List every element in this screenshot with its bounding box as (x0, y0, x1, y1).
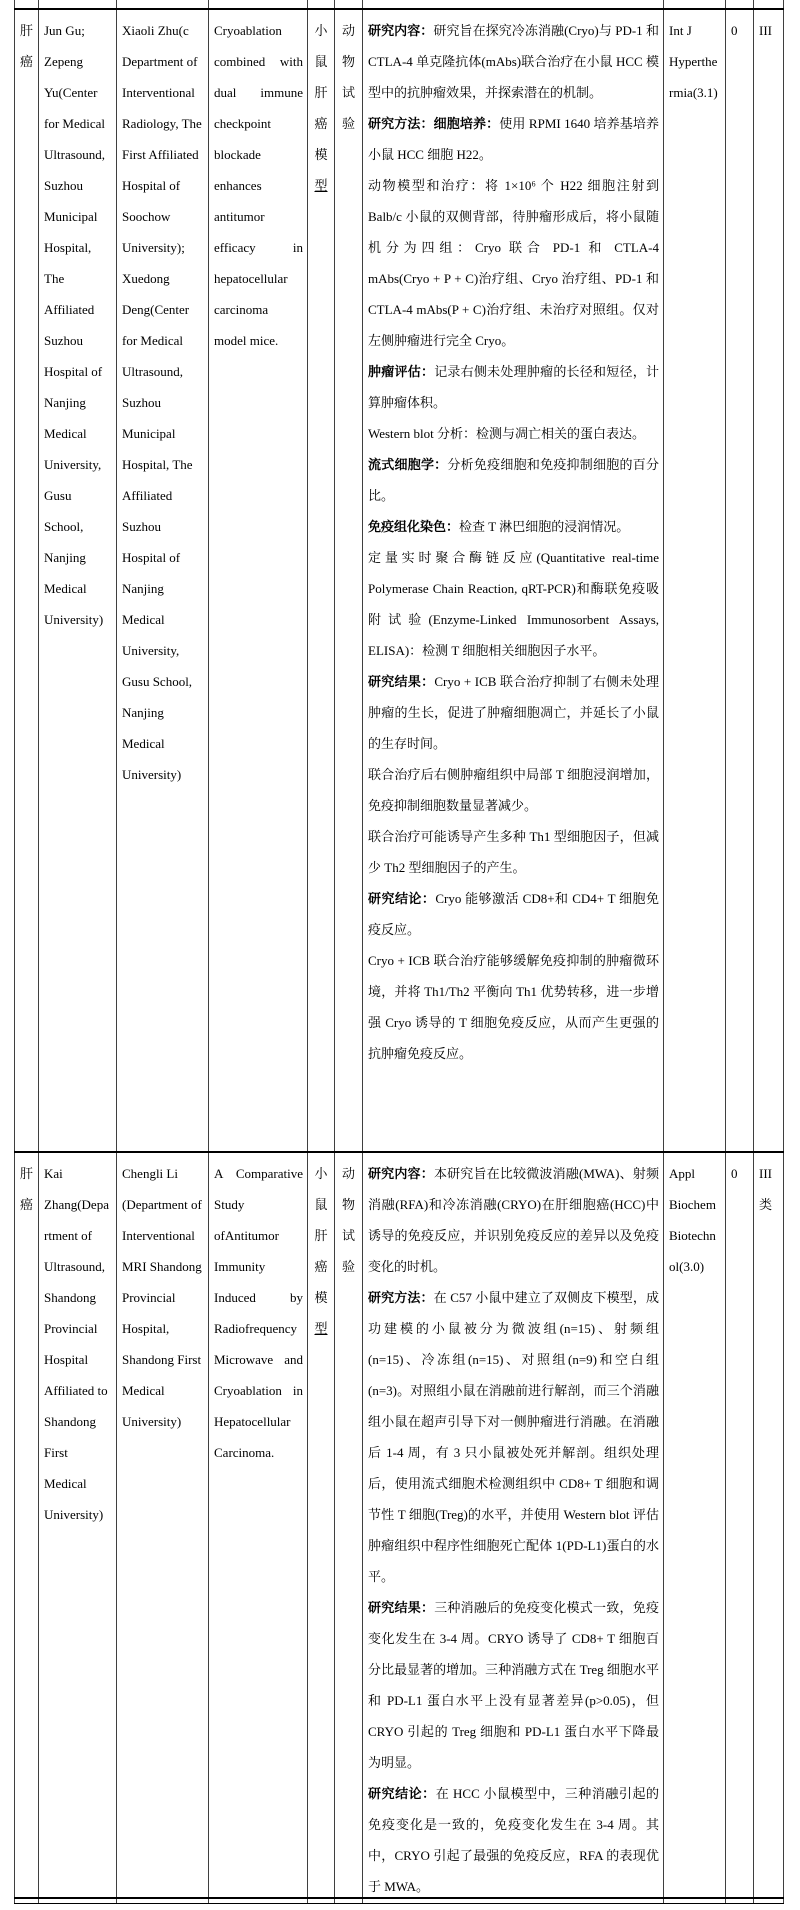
paragraph: 小鼠肝癌模型 (314, 23, 328, 193)
paper-title-cell (209, 9, 308, 1152)
study-row-2 (15, 1152, 784, 1898)
first-authors-text: Kai Zhang(Department of Ultrasound, Shandong Provincial Hospital Affiliated to Shandong First Medical University) (44, 1166, 109, 1522)
paragraph: 研究结果：三种消融后的免疫变化模式一致，免疫变化发生在 3-4 周。CRYO 诱导了 CD8+ T 细胞百分比最显著的增加。三种消融方式在 Treg 细胞水平和 PD-L1 蛋白水平上没有显著差异(p>0.05)，但 CRYO 引起的 Treg 细胞和 PD-L1 蛋白水平下降最为明显。 (368, 1600, 659, 1770)
paper-title-text: Cryoablation combined with dual immune checkpoint blockade enhances antitumor efficacy in hepatocellular carcinoma model mice. (214, 23, 303, 348)
co-authors-cell (117, 9, 209, 1152)
remnant-cell (15, 1898, 39, 1904)
remnant-cell (209, 1898, 308, 1904)
paragraph: 联合治疗可能诱导产生多种 Th1 型细胞因子，但减少 Th2 型细胞因子的产生。 (368, 829, 659, 875)
grade-text: III 类 (759, 1166, 773, 1212)
co-authors-text: Xiaoli Zhu(c Department of Interventional Radiology, The First Affiliated Hospital of Soochow University); Xuedong Deng(Center for Medical Ultrasound, Suzhou Municipal Hospital, The Affiliated Suzhou Hospital of Nanjing Medical University, Gusu School, Nanjing Medical University) (122, 23, 202, 782)
remnant-cell (209, 0, 308, 9)
grade-cell (754, 1152, 784, 1898)
paragraph: 研究结果：Cryo + ICB 联合治疗抑制了右侧未处理肿瘤的生长，促进了肿瘤细胞凋亡，并延长了小鼠的生存时间。 (368, 674, 659, 751)
remnant-cell (754, 1898, 784, 1904)
remnant-cell (335, 0, 363, 9)
first-authors-text: Jun Gu; Zepeng Yu(Center for Medical Ultrasound, Suzhou Municipal Hospital, The Affiliated Suzhou Hospital of Nanjing Medical University, Gusu School, Nanjing Medical University) (44, 23, 106, 627)
study-summary-cell (363, 1152, 664, 1898)
study-type-cell (335, 9, 363, 1152)
paragraph: 定量实时聚合酶链反应(Quantitative real-time Polymerase Chain Reaction, qRT-PCR)和酶联免疫吸附试验(Enzyme-Linked Immunosorbent Assays, ELISA)：检测 T 细胞相关细胞因子水平。 (368, 550, 659, 658)
remnant-cell (39, 1898, 117, 1904)
remnant-cell (363, 0, 664, 9)
cancer-type-text: 肝癌 (19, 1166, 33, 1212)
study-type-cell (335, 1152, 363, 1898)
score-cell (726, 9, 754, 1152)
paper-title-text: A Comparative Study ofAntitumor Immunity Induced by Radiofrequency Microwave and Cryoablation in Hepatocellular Carcinoma. (214, 1166, 303, 1460)
remnant-cell (363, 1898, 664, 1904)
animal-model-cell (308, 1152, 335, 1898)
remnant-cell (335, 1898, 363, 1904)
grade-cell (754, 9, 784, 1152)
journal-cell (664, 9, 726, 1152)
score-cell (726, 1152, 754, 1898)
remnant-cell (664, 0, 726, 9)
paragraph: 研究方法：在 C57 小鼠中建立了双侧皮下模型，成功建模的小鼠被分为微波组(n=15)、射频组(n=15)、冷冻组(n=15)、对照组(n=9)和空白组(n=3)。对照组小鼠在消融前进行解剖，而三个消融组小鼠在超声引导下对一侧肿瘤进行消融。在消融后 1-4 周，有 3 只小鼠被处死并解剖。组织处理后，使用流式细胞术检测组织中 CD8+ T 细胞和调节性 T 细胞(Treg)的水平，并使用 Western blot 评估肿瘤组织中程序性细胞死亡配体 1(PD-L1)蛋白的水平。 (368, 1290, 659, 1584)
animal-model-cell (308, 9, 335, 1152)
paragraph: 肿瘤评估：记录右侧未处理肿瘤的长径和短径，计算肿瘤体积。 (368, 364, 659, 410)
paragraph: 小鼠肝癌模型 (314, 1166, 328, 1336)
paragraph: 研究内容：研究旨在探究冷冻消融(Cryo)与 PD-1 和 CTLA-4 单克隆抗体(mAbs)联合治疗在小鼠 HCC 模型中的抗肿瘤效果，并探索潜在的机制。 (368, 23, 659, 100)
paper-title-cell (209, 1152, 308, 1898)
next-row-remnant (15, 1898, 784, 1904)
score-text: 0 (731, 1166, 738, 1181)
study-type-text: 动物试验 (341, 1166, 355, 1274)
paragraph: 免疫组化染色：检查 T 淋巴细胞的浸润情况。 (368, 519, 630, 534)
animal-model-text (308, 1153, 334, 1897)
remnant-cell (754, 0, 784, 9)
previous-row-remnant (15, 0, 784, 9)
grade-text: III (759, 23, 772, 38)
remnant-cell (117, 1898, 209, 1904)
cancer-type-cell (15, 9, 39, 1152)
journal-text: Int J Hyperthermia(3.1) (669, 23, 718, 100)
paragraph: 研究结论：在 HCC 小鼠模型中，三种消融引起的免疫变化是一致的，免疫变化发生在 3-4 周。其中，CRYO 引起了最强的免疫反应，RFA 的表现优于 MWA。 (368, 1786, 659, 1894)
paragraph: 研究方法：细胞培养：使用 RPMI 1640 培养基培养小鼠 HCC 细胞 H22。 (368, 116, 659, 162)
paragraph: 联合治疗后右侧肿瘤组织中局部 T 细胞浸润增加，免疫抑制细胞数量显著减少。 (368, 767, 659, 813)
journal-text: Appl Biochem Biotechnol(3.0) (669, 1166, 716, 1274)
remnant-cell (15, 0, 39, 9)
remnant-cell (117, 0, 209, 9)
animal-model-text (308, 10, 334, 1151)
paragraph: Cryo + ICB 联合治疗能够缓解免疫抑制的肿瘤微环境，并将 Th1/Th2 平衡向 Th1 优势转移，进一步增强 Cryo 诱导的 T 细胞免疫反应，从而产生更强的抗肿瘤免疫反应。 (368, 953, 659, 1061)
study-summary-cell (363, 9, 664, 1152)
literature-review-table (14, 0, 784, 1904)
remnant-cell (726, 0, 754, 9)
study-summary-text (363, 10, 663, 1151)
first-authors-cell (39, 9, 117, 1152)
paragraph: 动物模型和治疗：将 1×10⁶ 个 H22 细胞注射到 Balb/c 小鼠的双侧背部，待肿瘤形成后，将小鼠随机分为四组：Cryo 联合 PD-1 和 CTLA-4 mAbs(Cryo + P + C)治疗组、Cryo 治疗组、PD-1 和 CTLA-4 mAbs(P + C)治疗组、未治疗对照组。仅对左侧肿瘤进行完全 Cryo。 (368, 178, 659, 348)
remnant-cell (39, 0, 117, 9)
remnant-cell (308, 1898, 335, 1904)
score-text: 0 (731, 23, 738, 38)
paragraph: 研究结论：Cryo 能够激活 CD8+和 CD4+ T 细胞免疫反应。 (368, 891, 659, 937)
paragraph: 研究内容：本研究旨在比较微波消融(MWA)、射频消融(RFA)和冷冻消融(CRYO)在肝细胞癌(HCC)中诱导的免疫反应，并识别免疫反应的差异以及免疫变化的时机。 (368, 1166, 659, 1274)
remnant-cell (308, 0, 335, 9)
study-summary-text (363, 1153, 663, 1897)
journal-cell (664, 1152, 726, 1898)
remnant-cell (664, 1898, 726, 1904)
remnant-cell (726, 1898, 754, 1904)
paragraph: 流式细胞学：分析免疫细胞和免疫抑制细胞的百分比。 (368, 457, 659, 503)
co-authors-text: Chengli Li (Department of Interventional MRI Shandong Provincial Hospital, Shandong First Medical University) (122, 1166, 202, 1429)
paragraph: Western blot 分析：检测与凋亡相关的蛋白表达。 (368, 426, 645, 441)
first-authors-cell (39, 1152, 117, 1898)
study-row-1 (15, 9, 784, 1152)
co-authors-cell (117, 1152, 209, 1898)
study-type-text: 动物试验 (341, 23, 355, 131)
cancer-type-cell (15, 1152, 39, 1898)
cancer-type-text: 肝癌 (19, 23, 33, 69)
